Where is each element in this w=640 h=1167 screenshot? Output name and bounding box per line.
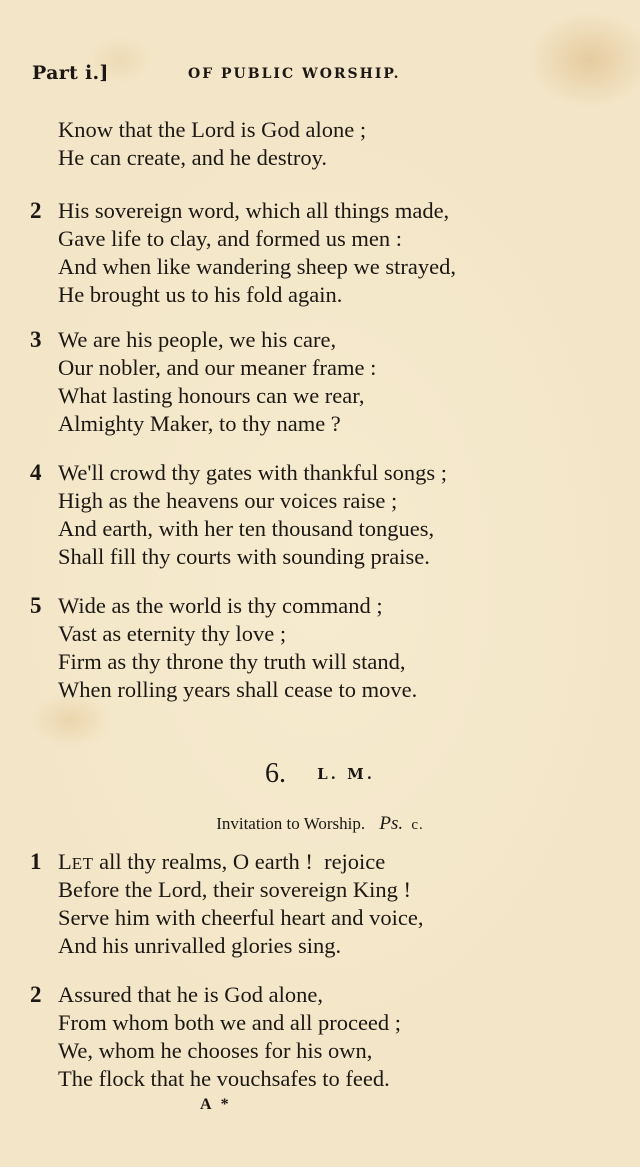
verse-line: Serve him with cheerful heart and voice, — [58, 905, 424, 930]
stanza-number: 5 — [30, 593, 42, 618]
stanza-number: 3 — [30, 327, 42, 352]
verse-line: When rolling years shall cease to move. — [58, 677, 418, 702]
stanza-number: 1 — [30, 849, 42, 874]
verse-line: We'll crowd thy gates with thankful songs ; — [58, 460, 448, 485]
part-label: Part i.] — [32, 62, 109, 84]
verse-line: Shall fill thy courts with sounding praise. — [58, 544, 430, 569]
verse-line: He brought us to his fold again. — [58, 282, 343, 307]
stanza-3 — [30, 326, 620, 438]
verse-line: What lasting honours can we rear, — [58, 383, 365, 408]
running-title: OF PUBLIC WORSHIP. — [188, 66, 401, 82]
hymn-subtitle — [0, 813, 640, 835]
hymn-meter: L. M. — [317, 765, 375, 783]
hymn-heading — [0, 758, 640, 792]
verse-line: From whom both we and all proceed ; — [58, 1010, 402, 1035]
stanza-number: 4 — [30, 460, 42, 485]
verse-line: Assured that he is God alone, — [58, 982, 323, 1007]
verse-line: Know that the Lord is God alone ; — [58, 117, 367, 142]
subtitle-text: Invitation to Worship. — [216, 814, 366, 833]
psalm-number: c. — [411, 817, 424, 833]
verse-line: We are his people, we his care, — [58, 327, 337, 352]
verse-line: Firm as thy throne thy truth will stand, — [58, 649, 406, 674]
hymn-number: 6. — [265, 758, 287, 789]
verse-line: High as the heavens our voices raise ; — [58, 488, 398, 513]
verse-line: Almighty Maker, to thy name ? — [58, 411, 341, 436]
hymn6-stanza-2 — [30, 981, 620, 1093]
stanza-5 — [30, 592, 620, 704]
stanza-2 — [30, 197, 620, 309]
hymn6-stanza-1 — [30, 848, 620, 960]
first-word — [58, 849, 94, 874]
verse-line: Before the Lord, their sovereign King ! — [58, 877, 412, 902]
stanza-number: 2 — [30, 198, 42, 223]
verse-line: all thy realms, O earth ! rejoice — [93, 849, 386, 874]
running-head — [32, 62, 592, 92]
verse-line: We, whom he chooses for his own, — [58, 1038, 373, 1063]
signature-mark: A * — [200, 1096, 232, 1113]
drop-letter: L — [58, 849, 72, 874]
small-caps-rest: ET — [71, 854, 94, 873]
verse-line: Wide as the world is thy command ; — [58, 593, 383, 618]
verse-line: He can create, and he destroy. — [58, 145, 328, 170]
verse-line: Vast as eternity thy love ; — [58, 621, 287, 646]
verse-line: The flock that he vouchsafes to feed. — [58, 1066, 390, 1091]
stanza-4 — [30, 459, 620, 571]
verse-line: Gave life to clay, and formed us men : — [58, 226, 403, 251]
verse-line: Our nobler, and our meaner frame : — [58, 355, 377, 380]
verse-line: And when like wandering sheep we strayed, — [58, 254, 457, 279]
verse-line: And his unrivalled glories sing. — [58, 933, 342, 958]
psalm-reference: Ps. — [379, 813, 404, 834]
verse-line: And earth, with her ten thousand tongues, — [58, 516, 435, 541]
stanza-continuation — [30, 116, 620, 172]
stanza-number: 2 — [30, 982, 42, 1007]
verse-line: His sovereign word, which all things made, — [58, 198, 450, 223]
